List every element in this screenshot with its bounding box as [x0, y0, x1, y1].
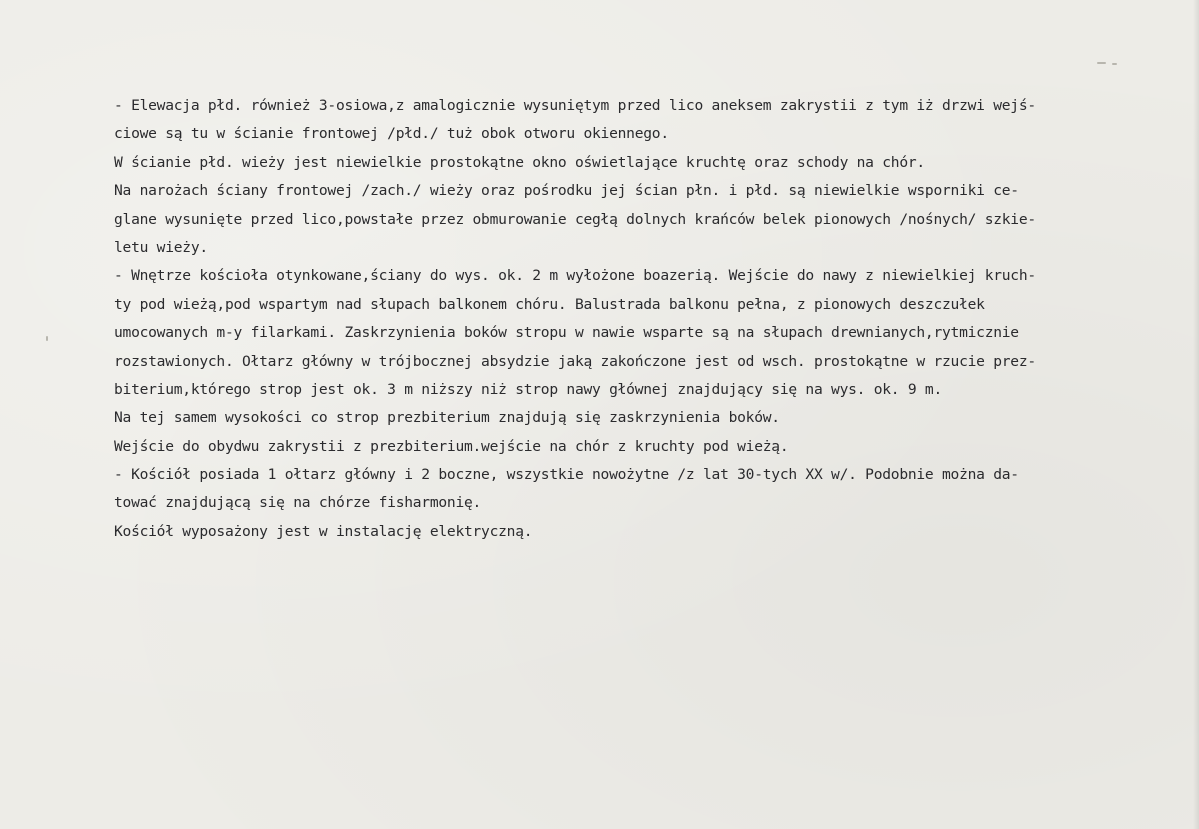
text-line: - Elewacja płd. również 3-osiowa,z amalogicznie wysuniętym przed lico aneksem zakrystii z tym iż drzwi wejś-	[114, 97, 1036, 114]
text-line: Na narożach ściany frontowej /zach./ wieży oraz pośrodku jej ścian płn. i płd. są niewielkie wsporniki ce-	[114, 182, 1019, 200]
text-line: biterium,którego strop jest ok. 3 m niższy niż strop nawy głównej znajdujący się na wys. ok. 9 m.	[114, 380, 943, 398]
text-line: glane wysunięte przed lico,powstałe przez obmurowanie cegłą dolnych krańców belek pionowych /nośnych/ szkie-	[114, 210, 1036, 228]
paper-speck	[46, 336, 48, 341]
text-line: Kościół wyposażony jest w instalację elektryczną.	[114, 522, 533, 540]
text-line: tować znajdującą się na chórze fisharmonię.	[114, 494, 482, 512]
text-line: ciowe są tu w ścianie frontowej /płd./ tuż obok otworu okiennego.	[114, 125, 669, 143]
text-line: Na tej samem wysokości co strop prezbiterium znajdują się zaskrzynienia boków.	[114, 409, 780, 427]
paper-speck	[1112, 63, 1117, 65]
paper-speck	[1097, 62, 1106, 64]
page-edge-shadow	[1193, 0, 1199, 829]
text-line: ty pod wieżą,pod wspartym nad słupach balkonem chóru. Balustrada balkonu pełna, z pionowych deszczułek	[114, 295, 985, 313]
text-line: - Wnętrze kościoła otynkowane,ściany do wys. ok. 2 m wyłożone boazerią. Wejście do nawy z niewielkiej kruch-	[114, 267, 1036, 285]
text-line: rozstawionych. Ołtarz główny w trójbocznej absydzie jaką zakończone jest od wsch. prostokątne w rzucie prez-	[114, 352, 1036, 370]
text-line: W ścianie płd. wieży jest niewielkie prostokątne okno oświetlające kruchtę oraz schody na chór.	[114, 153, 925, 171]
text-line: Wejście do obydwu zakrystii z prezbiterium.wejście na chór z kruchty pod wieżą.	[114, 437, 789, 455]
text-line: umocowanych m-y filarkami. Zaskrzynienia boków stropu w nawie wsparte są na słupach drewnianych,rytmicznie	[114, 324, 1019, 342]
text-line: letu wieży.	[114, 238, 208, 256]
text-line: - Kościół posiada 1 ołtarz główny i 2 boczne, wszystkie nowożytne /z lat 30-tych XX w/. Podobnie można da-	[114, 466, 1019, 484]
document-body	[114, 92, 1184, 546]
